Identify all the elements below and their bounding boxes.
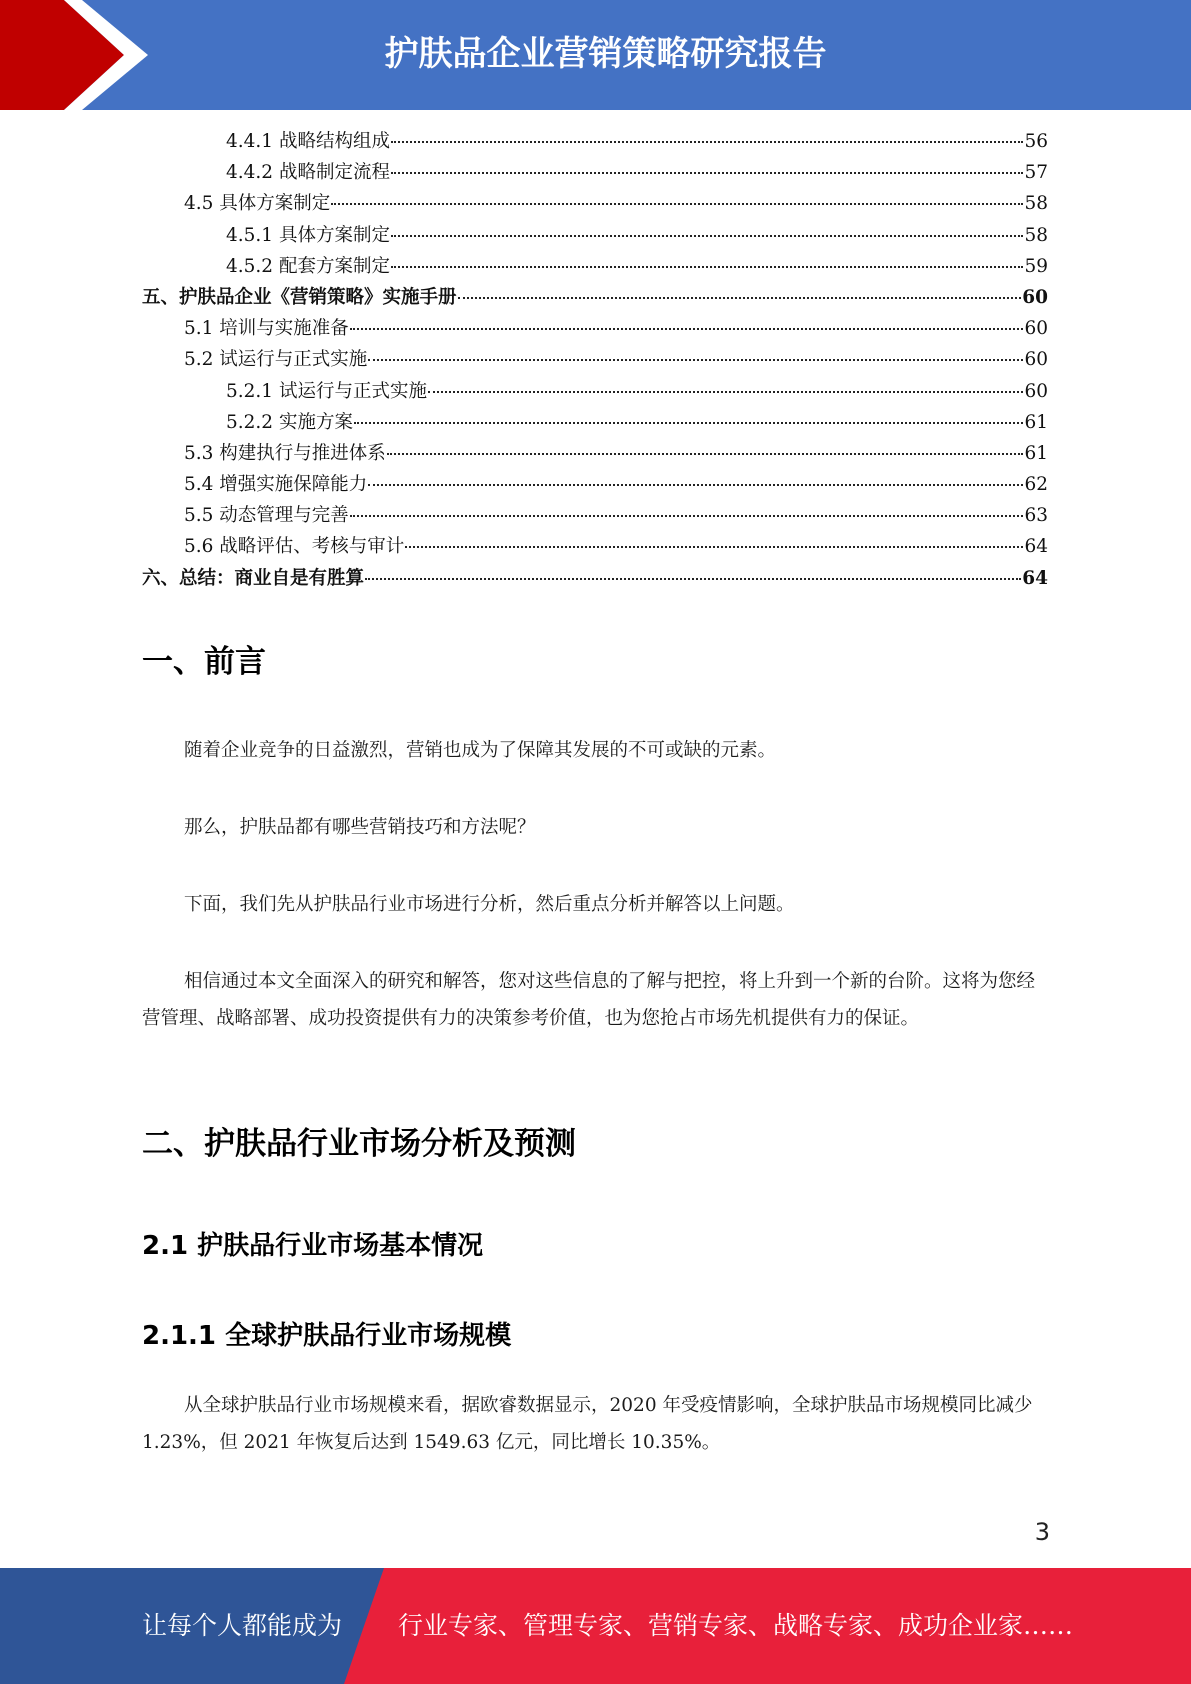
- toc-entry-label: 5.2 试运行与正式实施: [184, 349, 368, 371]
- table-of-contents: [142, 127, 1048, 595]
- toc-leader-dots: [350, 515, 1024, 517]
- page-number: 3: [1034, 1518, 1050, 1546]
- toc-entry[interactable]: [142, 564, 1048, 595]
- preface-paragraph-3: 下面，我们先从护肤品行业市场进行分析，然后重点分析并解答以上问题。: [184, 894, 795, 915]
- toc-leader-dots: [405, 546, 1023, 548]
- toc-entry-page: 63: [1024, 505, 1048, 527]
- toc-entry[interactable]: [142, 283, 1048, 314]
- toc-entry-label: 4.5.1 具体方案制定: [226, 224, 390, 246]
- toc-entry-label: 五、护肤品企业《营销策略》实施手册: [142, 286, 457, 308]
- toc-entry-page: 64: [1022, 567, 1048, 589]
- toc-entry-label: 4.5 具体方案制定: [184, 193, 331, 215]
- preface-paragraph-4: 相信通过本文全面深入的研究和解答，您对这些信息的了解与把控，将上升到一个新的台阶。这将为您经营管理、战略部署、成功投资提供有力的决策参考价值，也为您抢占市场先机提供有力的保证。: [142, 971, 1036, 1029]
- page-footer: [0, 1568, 1191, 1684]
- toc-entry-page: 58: [1024, 193, 1048, 215]
- toc-entry[interactable]: [142, 470, 1048, 501]
- toc-entry-label: 5.2.2 实施方案: [226, 411, 353, 433]
- toc-leader-dots: [365, 578, 1021, 580]
- toc-entry[interactable]: [142, 158, 1048, 189]
- section-heading-preface: 一、前言: [142, 644, 266, 680]
- toc-entry-page: 59: [1024, 255, 1048, 277]
- toc-entry-label: 5.6 战略评估、考核与审计: [184, 536, 405, 558]
- subsection-heading-2-1: 2.1 护肤品行业市场基本情况: [142, 1231, 484, 1261]
- toc-entry-page: 61: [1024, 442, 1048, 464]
- toc-entry-label: 5.5 动态管理与完善: [184, 505, 349, 527]
- toc-entry-label: 5.4 增强实施保障能力: [184, 474, 368, 496]
- toc-leader-dots: [350, 328, 1024, 330]
- toc-entry-page: 61: [1024, 411, 1048, 433]
- toc-entry-label: 5.3 构建执行与推进体系: [184, 442, 386, 464]
- toc-leader-dots: [391, 141, 1023, 143]
- toc-entry-page: 60: [1022, 286, 1048, 308]
- page-header: [0, 0, 1191, 110]
- toc-leader-dots: [391, 235, 1023, 237]
- toc-entry[interactable]: [142, 439, 1048, 470]
- toc-entry-page: 60: [1024, 349, 1048, 371]
- toc-entry-label: 4.4.2 战略制定流程: [226, 162, 390, 184]
- toc-leader-dots: [391, 266, 1023, 268]
- toc-entry[interactable]: [142, 189, 1048, 220]
- toc-leader-dots: [387, 453, 1024, 455]
- toc-entry[interactable]: [142, 408, 1048, 439]
- header-arrow-icon: [0, 0, 160, 110]
- toc-entry-page: 56: [1024, 131, 1048, 152]
- toc-entry[interactable]: [142, 501, 1048, 532]
- toc-entry[interactable]: [142, 532, 1048, 563]
- toc-entry[interactable]: [142, 314, 1048, 345]
- toc-entry-page: 60: [1024, 318, 1048, 340]
- toc-entry[interactable]: [142, 345, 1048, 376]
- toc-entry[interactable]: [142, 127, 1048, 158]
- toc-entry-page: 57: [1024, 162, 1048, 184]
- market-paragraph: 从全球护肤品行业市场规模来看，据欧睿数据显示，2020 年受疫情影响，全球护肤品市场规模同比减少 1.23%，但 2021 年恢复后达到 1549.63 亿元，同比增长 10.35%。: [142, 1395, 1033, 1453]
- toc-entry[interactable]: [142, 221, 1048, 252]
- toc-entry-page: 62: [1024, 474, 1048, 496]
- toc-leader-dots: [391, 172, 1023, 174]
- toc-entry-page: 60: [1024, 380, 1048, 402]
- toc-entry[interactable]: [142, 377, 1048, 408]
- toc-entry-label: 4.5.2 配套方案制定: [226, 255, 390, 277]
- toc-entry-label: 5.1 培训与实施准备: [184, 318, 349, 340]
- toc-leader-dots: [368, 484, 1023, 486]
- toc-leader-dots: [368, 359, 1023, 361]
- preface-paragraph-2: 那么，护肤品都有哪些营销技巧和方法呢？: [184, 817, 536, 838]
- section-heading-market: 二、护肤品行业市场分析及预测: [142, 1126, 576, 1162]
- toc-entry-label: 六、总结：商业自是有胜算: [142, 567, 365, 589]
- toc-entry-label: 4.4.1 战略结构组成: [226, 131, 390, 152]
- footer-slogan-left: 让每个人都能成为: [142, 1611, 343, 1640]
- toc-leader-dots: [331, 203, 1023, 205]
- toc-entry[interactable]: [142, 252, 1048, 283]
- toc-leader-dots: [458, 297, 1022, 299]
- toc-leader-dots: [354, 422, 1024, 424]
- toc-entry-page: 58: [1024, 224, 1048, 246]
- toc-entry-page: 64: [1024, 536, 1048, 558]
- toc-leader-dots: [428, 391, 1023, 393]
- preface-paragraph-1: 随着企业竞争的日益激烈，营销也成为了保障其发展的不可或缺的元素。: [184, 740, 777, 761]
- footer-slogan-right: 行业专家、管理专家、营销专家、战略专家、成功企业家……: [398, 1611, 1074, 1640]
- document-title: 护肤品企业营销策略研究报告: [384, 34, 827, 74]
- subsection-heading-2-1-1: 2.1.1 全球护肤品行业市场规模: [142, 1321, 512, 1351]
- toc-entry-label: 5.2.1 试运行与正式实施: [226, 380, 427, 402]
